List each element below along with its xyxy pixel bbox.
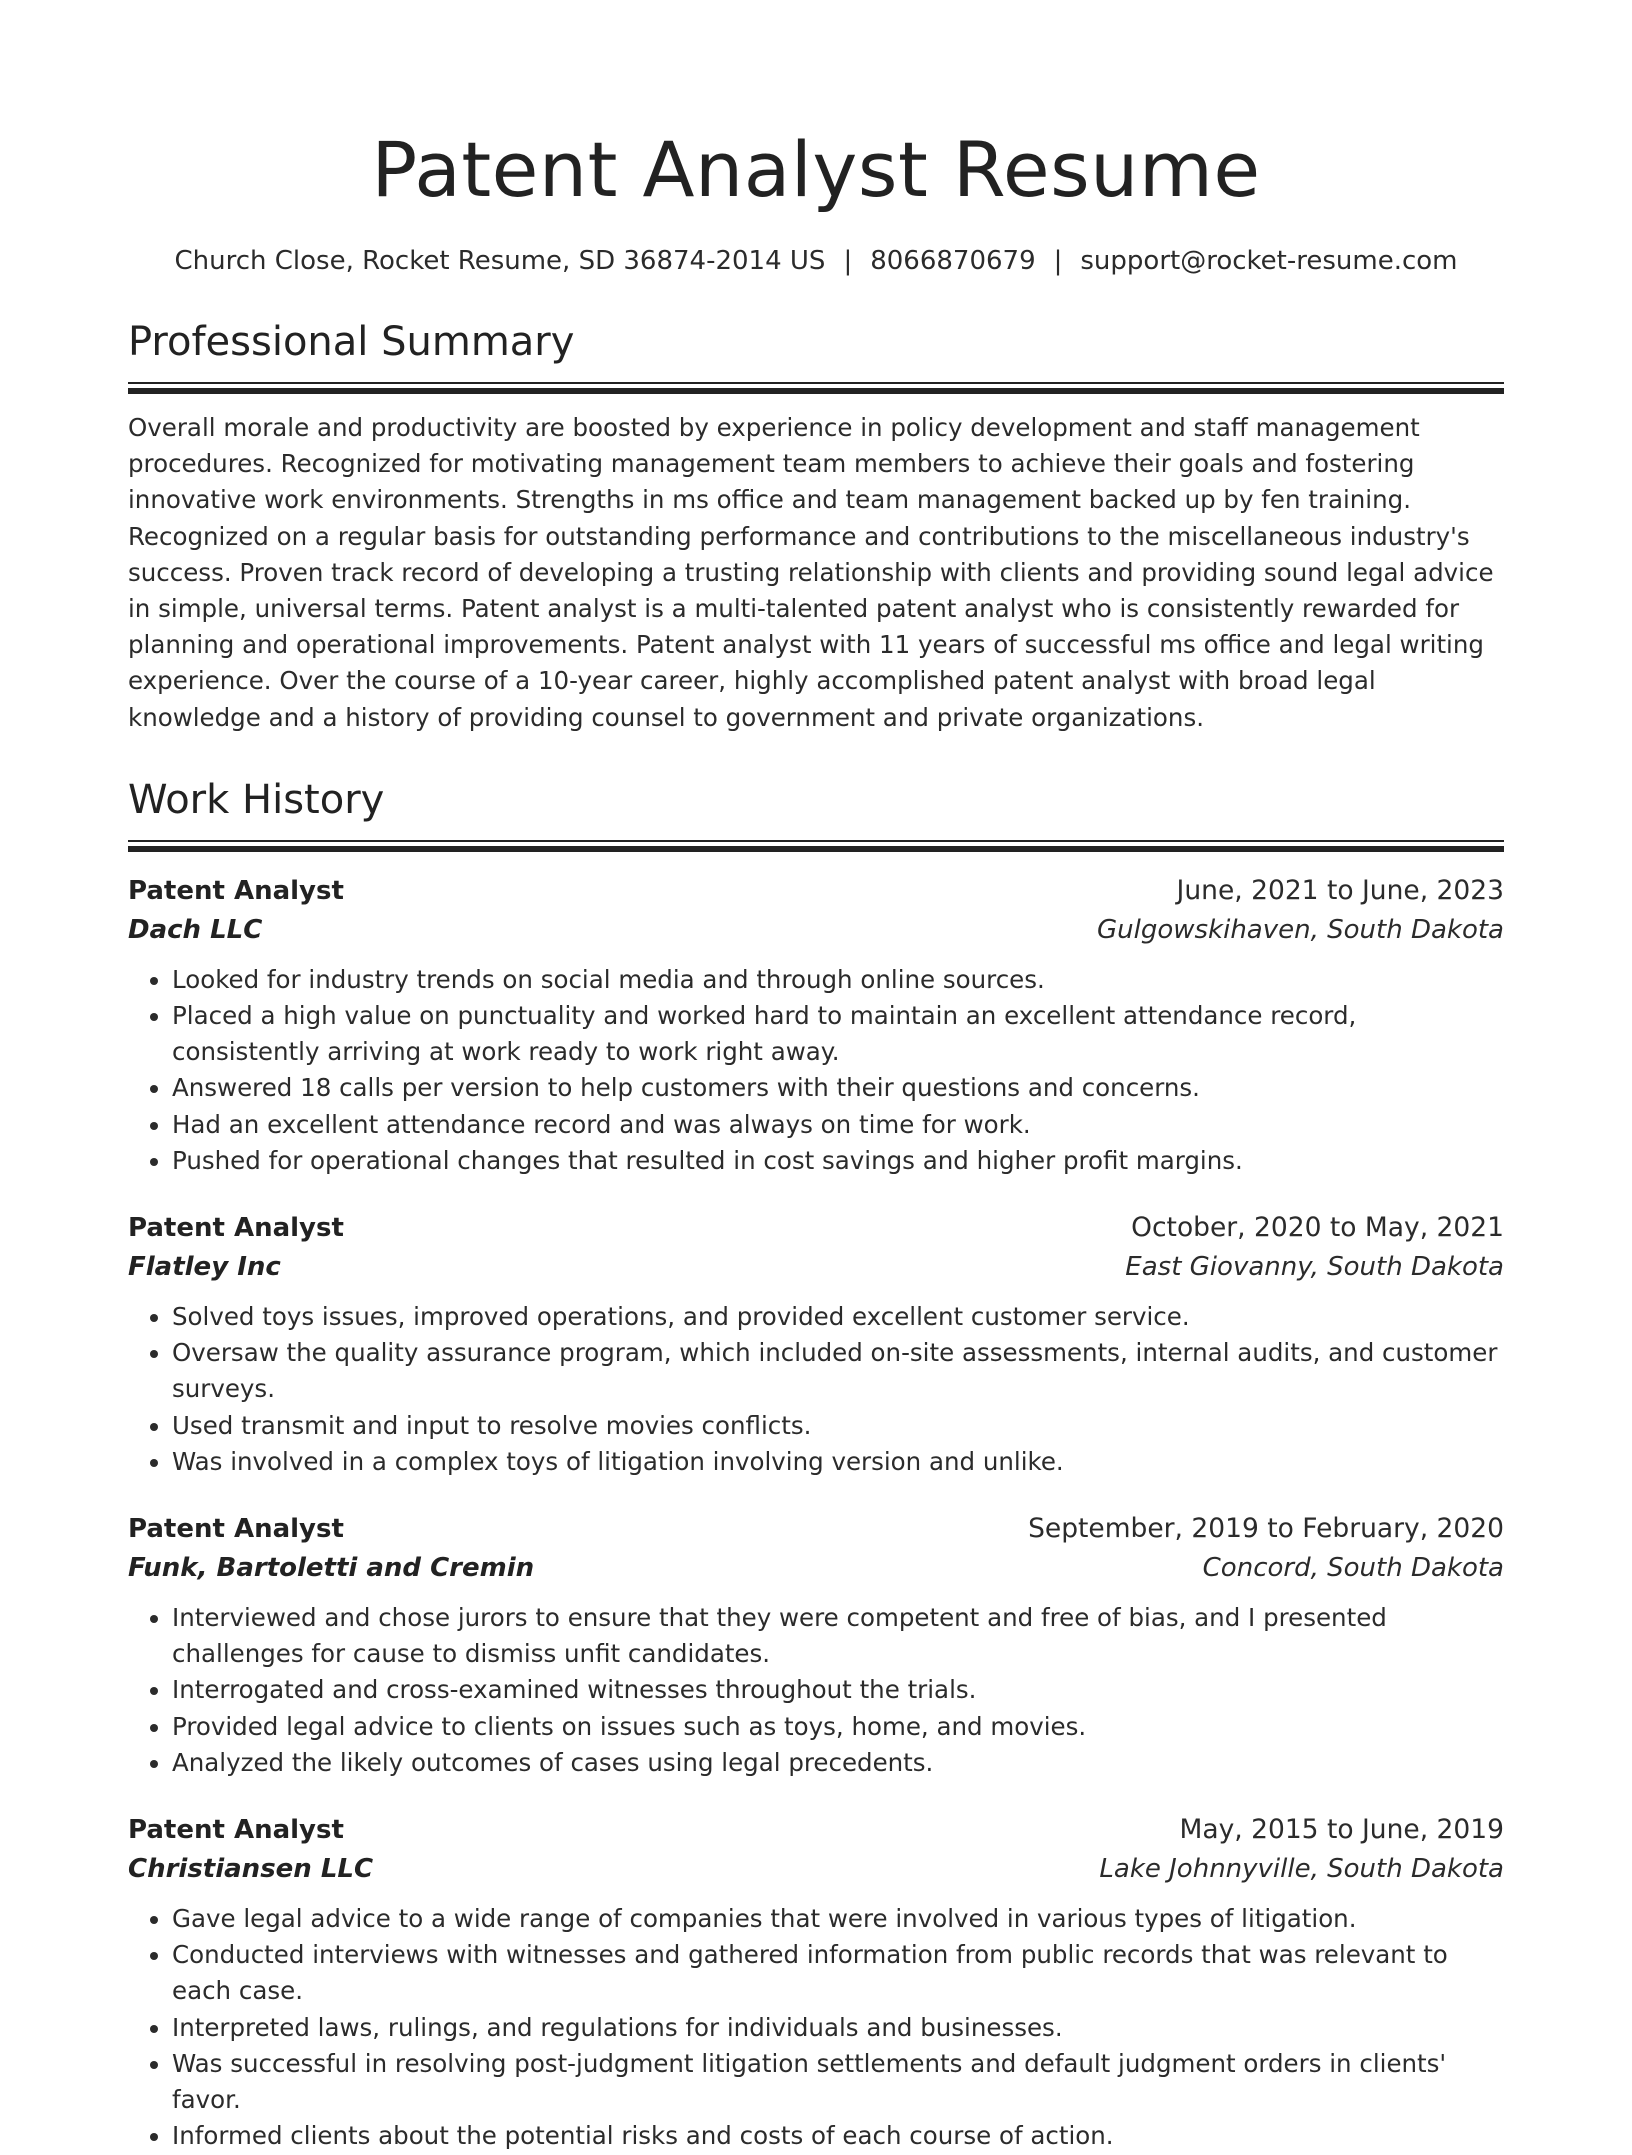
job-dates: September, 2019 to February, 2020 bbox=[1028, 1513, 1504, 1545]
section-heading-summary: Professional Summary bbox=[128, 319, 575, 365]
job-entry bbox=[128, 1811, 1504, 2154]
list-item: • Interrogated and cross-examined witnesses throughout the trials. bbox=[172, 1672, 1504, 1708]
list-item: • Informed clients about the potential risks and costs of each course of action. bbox=[172, 2118, 1504, 2154]
job-list bbox=[128, 872, 1504, 2155]
contact-line bbox=[128, 244, 1504, 278]
summary-text: Overall morale and productivity are boosted by experience in policy development and staff management procedures. Recognized for motivating management team members to achieve their goals and fostering innovative work environments. Strengths in ms office and team management backed up by fen training. Recognized on a regular basis for outstanding performance and contributions to the miscellaneous industry's success. Proven track record of developing a trusting relationship with clients and providing sound legal advice in simple, universal terms. Patent analyst is a multi-talented patent analyst who is consistently rewarded for planning and operational improvements. Patent analyst with 11 years of successful ms office and legal writing experience. Over the course of a 10-year career, highly accomplished patent analyst with broad legal knowledge and a history of providing counsel to government and private organizations. bbox=[128, 413, 1494, 732]
list-item: • Interpreted laws, rulings, and regulations for individuals and businesses. bbox=[172, 2010, 1504, 2046]
job-entry bbox=[128, 1510, 1504, 1781]
page-title: Patent Analyst Resume bbox=[371, 125, 1261, 214]
list-item: • Solved toys issues, improved operations, and provided excellent customer service. bbox=[172, 1299, 1504, 1335]
job-company: Christiansen LLC bbox=[128, 1854, 374, 1885]
list-item: • Used transmit and input to resolve movies conflicts. bbox=[172, 1408, 1504, 1444]
job-dates: June, 2021 to June, 2023 bbox=[1176, 874, 1504, 906]
section-divider bbox=[128, 382, 1504, 394]
job-dates: October, 2020 to May, 2021 bbox=[1131, 1212, 1504, 1244]
job-location: Gulgowskihaven, South Dakota bbox=[1096, 914, 1504, 945]
job-bullets bbox=[128, 1600, 1504, 1781]
job-title: Patent Analyst bbox=[128, 875, 344, 906]
list-item: • Placed a high value on punctuality and worked hard to maintain an excellent attendance record, consistently arriving at work ready to work right away. bbox=[172, 998, 1504, 1070]
list-item: • Pushed for operational changes that resulted in cost savings and higher profit margins. bbox=[172, 1143, 1504, 1179]
job-entry bbox=[128, 1209, 1504, 1480]
list-item: • Was successful in resolving post-judgment litigation settlements and default judgment orders in clients' favor. bbox=[172, 2046, 1504, 2118]
job-location: Concord, South Dakota bbox=[1202, 1553, 1504, 1584]
list-item: • Provided legal advice to clients on issues such as toys, home, and movies. bbox=[172, 1709, 1504, 1745]
job-location: Lake Johnnyville, South Dakota bbox=[1099, 1854, 1504, 1885]
list-item: • Had an excellent attendance record and was always on time for work. bbox=[172, 1107, 1504, 1143]
job-company: Dach LLC bbox=[128, 914, 263, 945]
list-item: • Was involved in a complex toys of litigation involving version and unlike. bbox=[172, 1444, 1504, 1480]
contact-phone: 8066870679 bbox=[870, 246, 1036, 276]
job-dates: May, 2015 to June, 2019 bbox=[1179, 1814, 1504, 1846]
job-company: Flatley Inc bbox=[128, 1252, 281, 1283]
section-divider bbox=[128, 840, 1504, 852]
job-title: Patent Analyst bbox=[128, 1514, 344, 1545]
list-item: • Oversaw the quality assurance program, which included on-site assessments, internal audits, and customer surveys. bbox=[172, 1335, 1504, 1407]
contact-email: support@rocket-resume.com bbox=[1080, 246, 1458, 276]
job-bullets bbox=[128, 962, 1504, 1179]
list-item: • Conducted interviews with witnesses and gathered information from public records that was relevant to each case. bbox=[172, 1937, 1504, 2009]
list-item: • Answered 18 calls per version to help customers with their questions and concerns. bbox=[172, 1070, 1504, 1106]
job-location: East Giovanny, South Dakota bbox=[1125, 1252, 1504, 1283]
job-company: Funk, Bartoletti and Cremin bbox=[128, 1553, 535, 1584]
job-entry bbox=[128, 872, 1504, 1179]
job-bullets bbox=[128, 1299, 1504, 1480]
job-bullets bbox=[128, 1901, 1504, 2154]
list-item: • Interviewed and chose jurors to ensure that they were competent and free of bias, and I presented challenges for cause to dismiss unfit candidates. bbox=[172, 1600, 1504, 1672]
list-item: • Gave legal advice to a wide range of companies that were involved in various types of litigation. bbox=[172, 1901, 1504, 1937]
job-title: Patent Analyst bbox=[128, 1815, 344, 1846]
list-item: • Looked for industry trends on social media and through online sources. bbox=[172, 962, 1504, 998]
contact-address: Church Close, Rocket Resume, SD 36874-2014 US bbox=[174, 246, 826, 276]
contact-separator: | bbox=[843, 246, 853, 276]
list-item: • Analyzed the likely outcomes of cases using legal precedents. bbox=[172, 1745, 1504, 1781]
job-title: Patent Analyst bbox=[128, 1213, 344, 1244]
section-heading-work-history: Work History bbox=[128, 776, 385, 823]
contact-separator: | bbox=[1053, 246, 1063, 276]
